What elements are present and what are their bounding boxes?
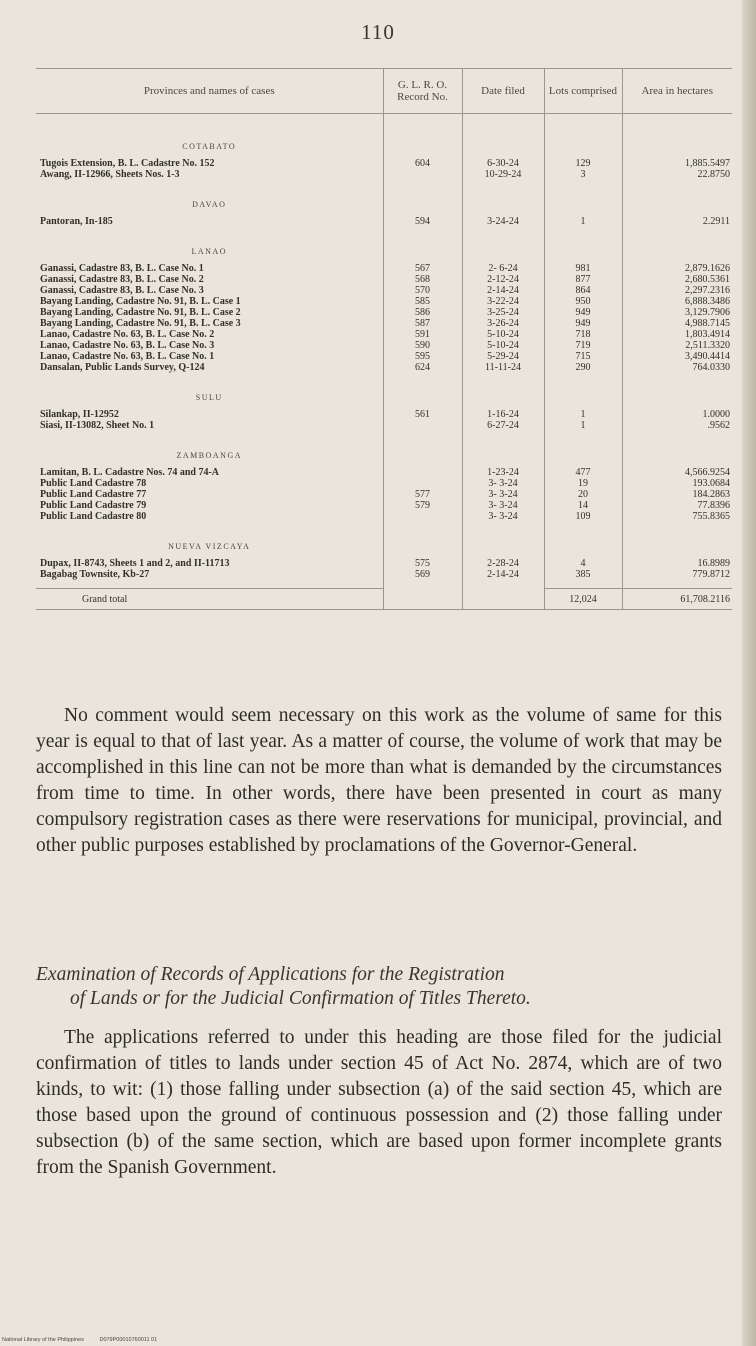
table-row <box>36 329 732 340</box>
page-number: 110 <box>361 20 395 44</box>
record-no: 624 <box>383 362 462 373</box>
lots: 20 <box>544 489 622 500</box>
area: 1.0000 <box>622 409 732 420</box>
province-row <box>36 114 732 159</box>
record-no: 604 <box>383 158 462 169</box>
grand-total-row <box>36 589 732 610</box>
case-name: Ganassi, Cadastre 83, B. L. Case No. 3 <box>40 285 204 296</box>
paragraph-comment <box>36 703 722 859</box>
table-row <box>36 274 732 285</box>
date-filed: 2-28-24 <box>462 558 544 569</box>
area: 3,129.7906 <box>622 307 732 318</box>
case-name: Siasi, II-13082, Sheet No. 1 <box>40 420 155 431</box>
case-name: Lanao, Cadastre No. 63, B. L. Case No. 2 <box>40 329 215 340</box>
lots: 1 <box>544 216 622 227</box>
lots: 3 <box>544 169 622 180</box>
area: 2,680.5361 <box>622 274 732 285</box>
record-no: 575 <box>383 558 462 569</box>
area: 77.8396 <box>622 500 732 511</box>
table-row <box>36 569 732 580</box>
table-row <box>36 420 732 431</box>
date-filed: 5-10-24 <box>462 340 544 351</box>
case-name: Ganassi, Cadastre 83, B. L. Case No. 2 <box>40 274 204 285</box>
grand-total-area: 61,708.2116 <box>622 589 732 610</box>
paragraph-2-text: The applications referred to under this heading are those filed for the judicial confirmation of titles to lands under section 45 of Act No. 2874, which are of two kinds, to wit: (1) those falling under subsection (a) of the said section 45, which are those based upon the ground of continuous possession and (2) those falling under subsection (b) of the same section, which are based upon former incomplete grants from the Spanish Government. <box>36 1027 722 1178</box>
table-row <box>36 340 732 351</box>
case-name: Lanao, Cadastre No. 63, B. L. Case No. 3 <box>40 340 215 351</box>
province-row <box>36 522 732 558</box>
record-no: 569 <box>383 569 462 580</box>
case-name: Tugois Extension, B. L. Cadastre No. 152 <box>40 158 215 169</box>
header-province: Provinces and names of cases <box>36 69 383 114</box>
lots: 1 <box>544 409 622 420</box>
area: 184.2863 <box>622 489 732 500</box>
header-lots: Lots comprised <box>544 69 622 114</box>
header-area: Area in hectares <box>622 69 732 114</box>
heading-line-1: Examination of Records of Applications for the Registration <box>36 964 505 985</box>
table-row <box>36 169 732 180</box>
section-heading <box>36 963 722 1011</box>
date-filed: 2-12-24 <box>462 274 544 285</box>
date-filed: 2-14-24 <box>462 285 544 296</box>
lots: 290 <box>544 362 622 373</box>
paragraph-applications <box>36 1025 722 1181</box>
date-filed: 5-10-24 <box>462 329 544 340</box>
registration-table <box>36 68 732 614</box>
date-filed: 3- 3-24 <box>462 489 544 500</box>
case-name: Bagabag Townsite, Kb-27 <box>40 569 150 580</box>
table-row <box>36 285 732 296</box>
case-name: Public Land Cadastre 78 <box>40 478 147 489</box>
lots: 718 <box>544 329 622 340</box>
area: 3,490.4414 <box>622 351 732 362</box>
date-filed: 1-16-24 <box>462 409 544 420</box>
area: 2,297.2316 <box>622 285 732 296</box>
case-name: Ganassi, Cadastre 83, B. L. Case No. 1 <box>40 263 204 274</box>
case-name: Public Land Cadastre 77 <box>40 489 147 500</box>
area: 1,803.4914 <box>622 329 732 340</box>
lots: 1 <box>544 420 622 431</box>
case-name: Awang, II-12966, Sheets Nos. 1-3 <box>40 169 180 180</box>
lots: 949 <box>544 318 622 329</box>
date-filed: 3- 3-24 <box>462 478 544 489</box>
lots: 4 <box>544 558 622 569</box>
case-name: Bayang Landing, Cadastre No. 91, B. L. Case 3 <box>40 318 241 329</box>
date-filed: 3-24-24 <box>462 216 544 227</box>
table-row <box>36 478 732 489</box>
date-filed: 2- 6-24 <box>462 263 544 274</box>
record-no: 591 <box>383 329 462 340</box>
date-filed: 5-29-24 <box>462 351 544 362</box>
province-row <box>36 227 732 263</box>
lots: 109 <box>544 511 622 522</box>
heading-line-2: of Lands or for the Judicial Confirmation of Titles Thereto. <box>70 988 531 1009</box>
province-name: DAVAO <box>192 200 227 209</box>
province-name: SULU <box>195 393 223 402</box>
table-row <box>36 296 732 307</box>
paragraph-1-text: No comment would seem necessary on this work as the volume of same for this year is equal to that of last year. As a matter of course, the volume of work that may be accomplished in this line can not be more than what is demanded by the circumstances from time to time. In other words, there have been presented in court as many compulsory registration cases as there were reservations for municipal, provincial, and other public purposes established by proclamations of the Governor-General. <box>36 705 722 856</box>
lots: 477 <box>544 467 622 478</box>
case-name: Bayang Landing, Cadastre No. 91, B. L. Case 2 <box>40 307 241 318</box>
record-no: 586 <box>383 307 462 318</box>
area: 2.2911 <box>622 216 732 227</box>
area: 1,885.5497 <box>622 158 732 169</box>
area: 6,888.3486 <box>622 296 732 307</box>
date-filed: 1-23-24 <box>462 467 544 478</box>
province-name: NUEVA VIZCAYA <box>168 542 251 551</box>
record-no: 595 <box>383 351 462 362</box>
area: 193.0684 <box>622 478 732 489</box>
grand-total-label: Grand total <box>36 589 383 610</box>
area: 755.8365 <box>622 511 732 522</box>
record-no: 567 <box>383 263 462 274</box>
table-row <box>36 558 732 569</box>
grand-total-lots: 12,024 <box>544 589 622 610</box>
record-no: 590 <box>383 340 462 351</box>
area: 4,988.7145 <box>622 318 732 329</box>
spacer-row <box>36 580 732 589</box>
area: 2,879.1626 <box>622 263 732 274</box>
table-bottom-rule <box>36 609 732 614</box>
header-date-filed: Date filed <box>462 69 544 114</box>
case-name: Lanao, Cadastre No. 63, B. L. Case No. 1 <box>40 351 215 362</box>
area: 764.0330 <box>622 362 732 373</box>
table-row <box>36 158 732 169</box>
table-row <box>36 500 732 511</box>
table-row <box>36 318 732 329</box>
table-row <box>36 307 732 318</box>
table-row <box>36 362 732 373</box>
date-filed: 3-26-24 <box>462 318 544 329</box>
lots: 864 <box>544 285 622 296</box>
date-filed: 3-22-24 <box>462 296 544 307</box>
case-name: Public Land Cadastre 79 <box>40 500 147 511</box>
record-no: 577 <box>383 489 462 500</box>
record-no: 594 <box>383 216 462 227</box>
province-row <box>36 180 732 216</box>
page-edge <box>742 0 756 1346</box>
lots: 981 <box>544 263 622 274</box>
record-no <box>383 420 462 431</box>
table-row <box>36 489 732 500</box>
record-no <box>383 169 462 180</box>
area: .9562 <box>622 420 732 431</box>
area: 22.8750 <box>622 169 732 180</box>
record-no <box>383 467 462 478</box>
table-row <box>36 511 732 522</box>
lots: 950 <box>544 296 622 307</box>
record-no: 570 <box>383 285 462 296</box>
record-no <box>383 511 462 522</box>
date-filed: 6-30-24 <box>462 158 544 169</box>
case-name: Bayang Landing, Cadastre No. 91, B. L. Case 1 <box>40 296 241 307</box>
date-filed: 2-14-24 <box>462 569 544 580</box>
lots: 129 <box>544 158 622 169</box>
lots: 14 <box>544 500 622 511</box>
case-name: Pantoran, In-185 <box>40 216 113 227</box>
date-filed: 3- 3-24 <box>462 500 544 511</box>
area: 779.8712 <box>622 569 732 580</box>
province-row <box>36 373 732 409</box>
area: 16.8989 <box>622 558 732 569</box>
record-no: 568 <box>383 274 462 285</box>
case-name: Public Land Cadastre 80 <box>40 511 147 522</box>
lots: 877 <box>544 274 622 285</box>
table-row <box>36 467 732 478</box>
scan-footer <box>2 1337 171 1343</box>
lots: 719 <box>544 340 622 351</box>
table-row <box>36 263 732 274</box>
province-row <box>36 431 732 467</box>
date-filed: 3-25-24 <box>462 307 544 318</box>
lots: 385 <box>544 569 622 580</box>
table-header-row <box>36 69 732 114</box>
province-name: ZAMBOANGA <box>176 451 242 460</box>
date-filed: 10-29-24 <box>462 169 544 180</box>
record-no: 579 <box>383 500 462 511</box>
case-name: Dupax, II-8743, Sheets 1 and 2, and II-11713 <box>40 558 230 569</box>
case-name: Silankap, II-12952 <box>40 409 119 420</box>
lots: 715 <box>544 351 622 362</box>
date-filed: 11-11-24 <box>462 362 544 373</box>
header-record-no: G. L. R. O. Record No. <box>383 69 462 114</box>
province-name: COTABATO <box>182 142 237 151</box>
footer-code: D079P00010760011 01 <box>99 1337 158 1343</box>
table-body <box>36 114 732 610</box>
record-no <box>383 478 462 489</box>
lots: 949 <box>544 307 622 318</box>
area: 2,511.3320 <box>622 340 732 351</box>
area: 4,566.9254 <box>622 467 732 478</box>
table-row <box>36 409 732 420</box>
table-row <box>36 351 732 362</box>
date-filed: 3- 3-24 <box>462 511 544 522</box>
record-no: 585 <box>383 296 462 307</box>
table-row <box>36 216 732 227</box>
case-name: Dansalan, Public Lands Survey, Q-124 <box>40 362 205 373</box>
case-name: Lamitan, B. L. Cadastre Nos. 74 and 74-A <box>40 467 219 478</box>
lots: 19 <box>544 478 622 489</box>
record-no: 587 <box>383 318 462 329</box>
date-filed: 6-27-24 <box>462 420 544 431</box>
record-no: 561 <box>383 409 462 420</box>
footer-library: National Library of the Philippines <box>2 1337 84 1343</box>
province-name: LANAO <box>191 247 227 256</box>
